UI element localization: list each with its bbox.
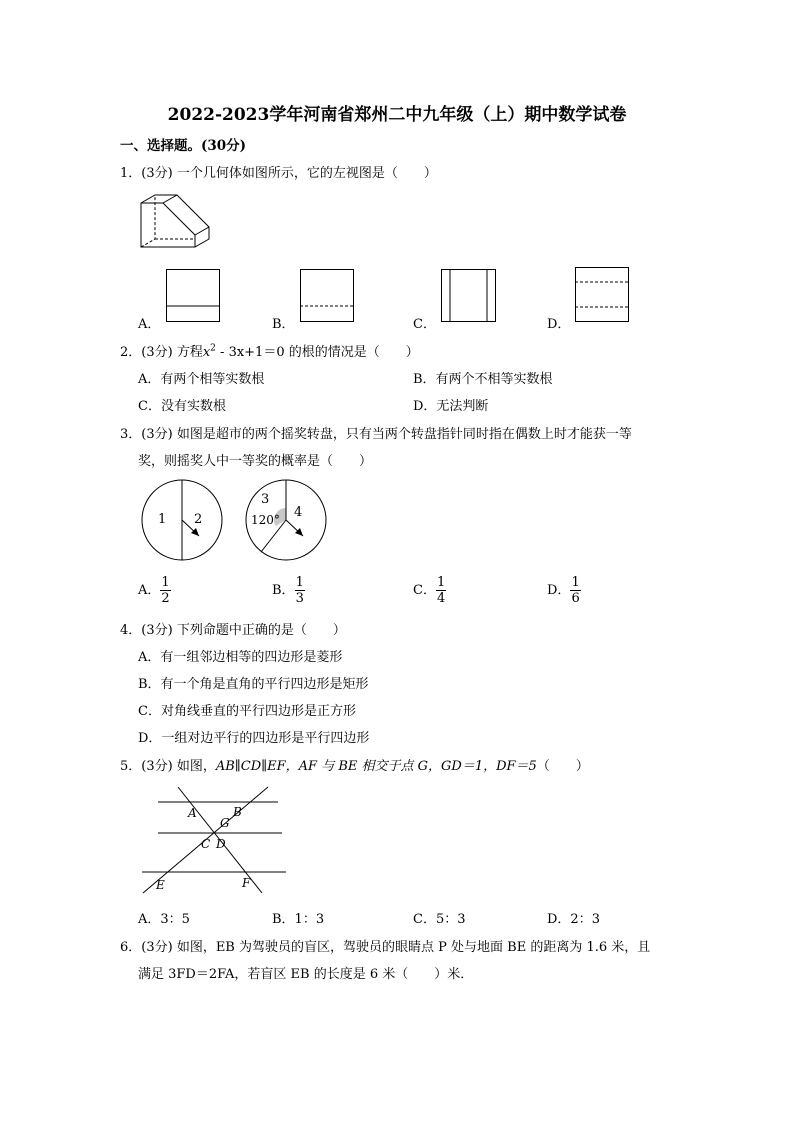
q1-option-a[interactable]: A． <box>138 317 161 332</box>
q2-stem-post: - 3x+1＝0 的根的情况是（ ） <box>215 345 419 360</box>
q2-option-b[interactable]: B．有两个不相等实数根 <box>413 372 553 387</box>
q2-exp: 2 <box>210 343 216 354</box>
q1-option-c[interactable]: C． <box>413 317 436 332</box>
q5-label-c: C <box>201 837 211 851</box>
q1-option-c-view <box>441 269 496 323</box>
q5-stem-pre: 5．(3分) 如图， <box>120 759 216 774</box>
q4-option-d[interactable]: D．一组对边平行的四边形是平行四边形 <box>138 731 370 746</box>
q1-option-b-view <box>300 269 354 323</box>
q5-label-d: D <box>216 837 226 851</box>
q1-solid-figure <box>139 193 211 249</box>
q3-disk2-label-4: 4 <box>294 505 303 520</box>
q3-option-b[interactable] <box>272 575 305 606</box>
q5-label-e: E <box>156 878 165 892</box>
q6-stem-line1: 6．(3分) 如图，EB 为驾驶员的盲区，驾驶员的眼睛点 P 处与地面 BE 的距离为 1.6 米，且 <box>120 940 651 955</box>
q3-option-a[interactable] <box>138 575 171 606</box>
q2-option-a[interactable]: A．有两个相等实数根 <box>138 372 265 387</box>
q6-stem-line2: 满足 3FD＝2FA，若盲区 EB 的长度是 6 米（ ）米． <box>138 967 474 982</box>
q3-disk1-label-2: 2 <box>194 512 203 527</box>
q3-option-c-den: 4 <box>436 591 446 606</box>
q5-label-g: G <box>220 816 230 830</box>
q4-option-b[interactable]: B．有一个角是直角的平行四边形是矩形 <box>138 677 369 692</box>
q3-option-d[interactable] <box>547 575 581 606</box>
q3-option-b-fraction <box>295 575 305 606</box>
q1-option-d[interactable]: D． <box>547 317 571 332</box>
q3-option-a-label: A． <box>138 583 161 598</box>
q5-stem-post: （ ） <box>536 759 589 774</box>
q3-stem-line1: 3．(3分) 如图是超市的两个摇奖转盘，只有当两个转盘指针同时指在偶数上时才能获一等 <box>120 427 632 442</box>
q3-option-b-den: 3 <box>295 591 304 606</box>
q3-option-b-num: 1 <box>295 575 304 590</box>
q3-option-c-fraction <box>436 575 446 606</box>
q5-parallel-lines-figure <box>140 786 290 896</box>
q3-option-b-label: B． <box>272 583 295 598</box>
q3-option-d-fraction <box>570 575 580 606</box>
q4-option-c[interactable]: C．对角线垂直的平行四边形是正方形 <box>138 704 356 719</box>
q2-option-c[interactable]: C．没有实数根 <box>138 399 226 414</box>
q5-option-b[interactable]: B．1：3 <box>272 912 325 927</box>
q3-option-c-label: C． <box>413 583 436 598</box>
q5-label-f: F <box>242 876 251 890</box>
q3-option-d-num: 1 <box>571 575 580 590</box>
q5-option-c[interactable]: C．5：3 <box>413 912 466 927</box>
q1-option-d-view <box>575 267 629 323</box>
q3-option-a-fraction <box>160 575 170 606</box>
q5-option-d[interactable]: D．2：3 <box>547 912 600 927</box>
q1-option-a-view <box>166 269 220 323</box>
q3-option-c[interactable] <box>413 575 446 606</box>
q2-var: x <box>202 345 211 360</box>
q2-stem <box>120 341 419 360</box>
q4-option-a[interactable]: A．有一组邻边相等的四边形是菱形 <box>138 650 343 665</box>
q2-option-d[interactable]: D．无法判断 <box>413 399 489 414</box>
q3-option-c-num: 1 <box>436 575 446 590</box>
q1-option-b[interactable]: B． <box>272 317 295 332</box>
q3-disk1-label-1: 1 <box>158 512 167 527</box>
q3-disk2-label-angle: 120° <box>251 513 280 527</box>
q3-option-d-label: D． <box>547 583 571 598</box>
q5-option-a[interactable]: A．3：5 <box>138 912 190 927</box>
q3-disk2-label-3: 3 <box>261 492 270 507</box>
q5-label-b: B <box>233 805 242 819</box>
page-title: 2022-2023学年河南省郑州二中九年级（上）期中数学试卷 <box>167 105 627 125</box>
q1-stem: 1．(3分) 一个几何体如图所示，它的左视图是（ ） <box>120 166 437 181</box>
q3-spinner-1 <box>141 479 223 561</box>
q5-stem-math: AB∥CD∥EF，AF 与 BE 相交于点 G，GD＝1，DF＝5 <box>215 759 537 774</box>
q2-stem-pre: 2．(3分) 方程 <box>120 345 203 360</box>
q3-stem-line2: 奖，则摇奖人中一等奖的概率是（ ） <box>138 454 373 469</box>
q3-option-a-den: 2 <box>161 591 170 606</box>
q3-option-d-den: 6 <box>571 591 580 606</box>
q4-stem: 4．(3分) 下列命题中正确的是（ ） <box>120 623 346 638</box>
q3-spinner-2 <box>245 479 327 561</box>
q3-option-a-num: 1 <box>161 575 170 590</box>
q5-label-a: A <box>188 806 197 820</box>
section-heading: 一、选择题。(30分) <box>120 138 247 154</box>
q5-stem <box>120 755 589 774</box>
